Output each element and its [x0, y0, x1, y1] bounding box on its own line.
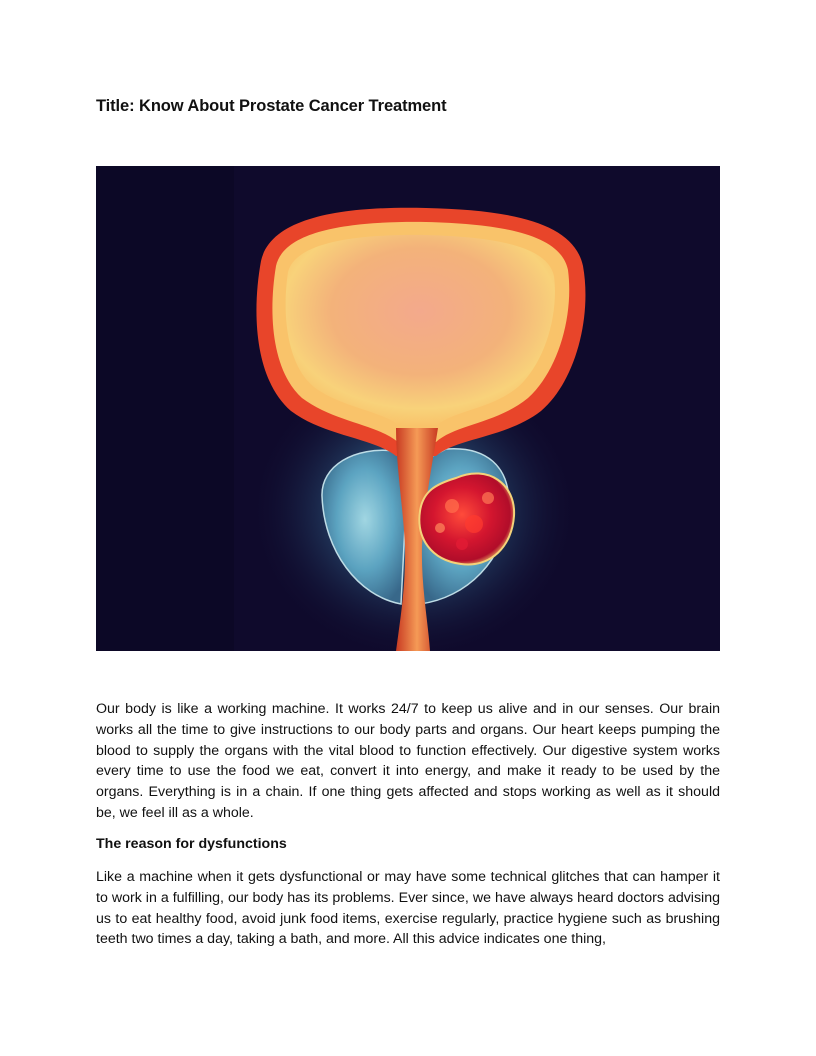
- intro-paragraph: Our body is like a working machine. It works 24/7 to keep us alive and in our senses. Our brain works all the time to give instructions to our body parts and organs. Our heart keeps pumping the blood to supply the organs with the vital blood to function effectively. Our digestive system works every time to use the food we eat, convert it into energy, and make it ready to be used by the organs. Everything is in a chain. If one thing gets affected and stops working as well as it should be, we feel ill as a whole.: [96, 701, 720, 821]
- document-title: Title: Know About Prostate Cancer Treatment: [96, 97, 447, 115]
- tumor-mass: [419, 473, 514, 564]
- prostate-tumor-illustration-icon: [96, 166, 720, 651]
- section-paragraph: Like a machine when it gets dysfunctional or may have some technical glitches that can hamper it to work in a fulfilling, our body has its problems. Ever since, we have always heard doctors advising us to eat healthy food, avoid junk food items, exercise regularly, practice hygiene such as brushing teeth two times a day, taking a bath, and more. All this advice indicates one thing,: [96, 869, 720, 948]
- prostate-illustration-figure: [96, 166, 720, 651]
- section-heading: The reason for dysfunctions: [96, 836, 287, 852]
